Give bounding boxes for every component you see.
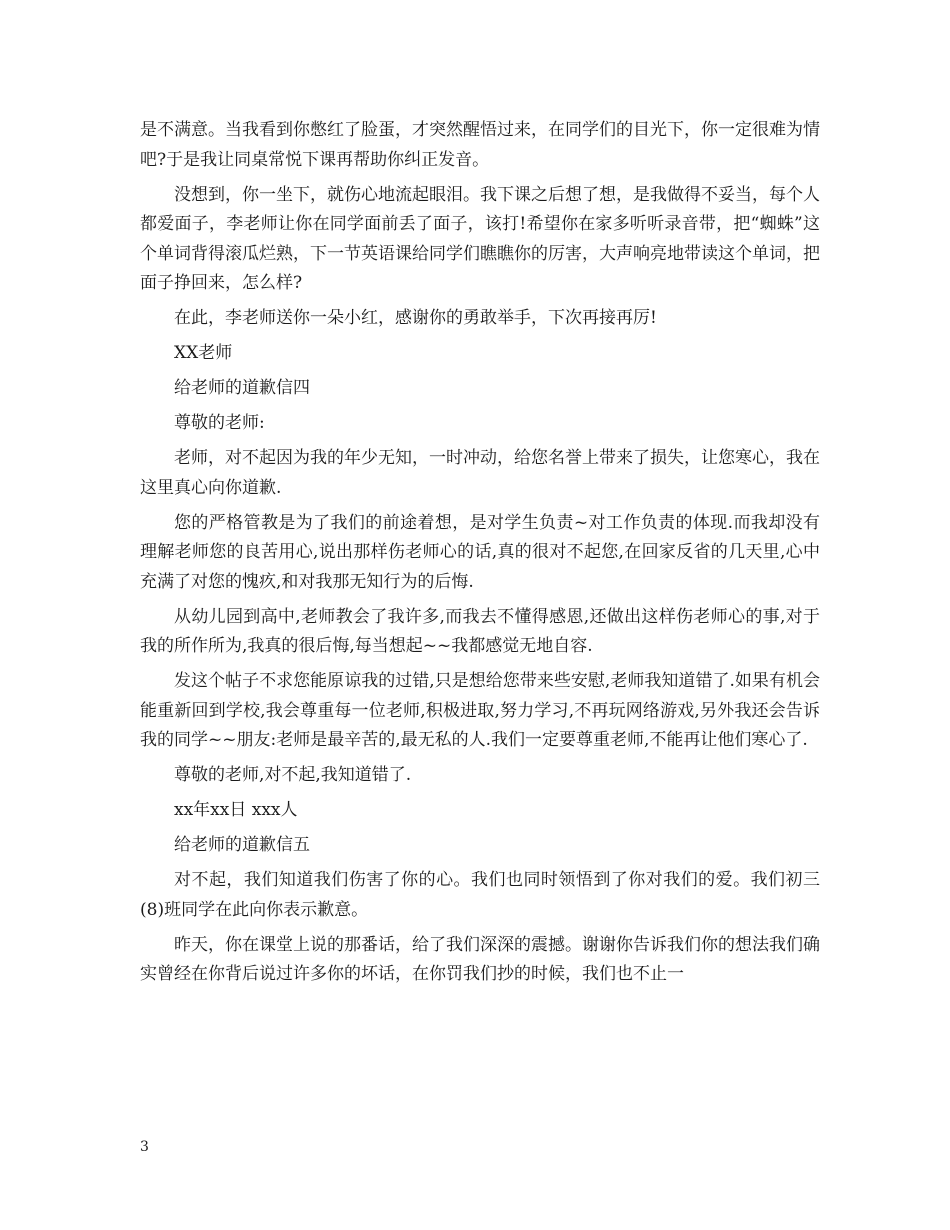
salutation: 尊敬的老师:	[174, 413, 265, 433]
section-heading-5: 给老师的道歉信五	[174, 835, 310, 855]
signature-teacher: XX老师	[174, 343, 233, 363]
paragraph-2: 没想到，你一坐下，就伤心地流起眼泪。我下课之后想了想，是我做得不妥当，每个人都爱面子，李老师让你在同学面前丢了面子，该打!希望你在家多听听录音带，把“蜘蛛”这个单词背得滚瓜烂熟，下一节英语课给同学们瞧瞧你的厉害，大声响亮地带读这个单词，把面子挣回来，怎么样?	[140, 184, 820, 293]
paragraph-11: 尊敬的老师,对不起,我知道错了.	[174, 765, 412, 785]
paragraph-15: 昨天，你在课堂上说的那番话，给了我们深深的震撼。谢谢你告诉我们你的想法我们确实曾经在你背后说过许多你的坏话，在你罚我们抄的时候，我们也不止一	[140, 934, 820, 984]
section-heading-4: 给老师的道歉信四	[174, 378, 310, 398]
paragraph-1: 是不满意。当我看到你憋红了脸蛋，才突然醒悟过来，在同学们的目光下，你一定很难为情吧?于是我让同桌常悦下课再帮助你纠正发音。	[140, 120, 820, 170]
page-number: 3	[140, 1139, 149, 1155]
paragraph-8: 您的严格管教是为了我们的前途着想，是对学生负责~对工作负责的体现.而我却没有理解老师您的良苦用心,说出那样伤老师心的话,真的很对不起您,在回家反省的几天里,心中充满了对您的愧疚,和对我那无知行为的后悔.	[140, 512, 820, 592]
document-body	[140, 116, 820, 995]
paragraph-9: 从幼儿园到高中,老师教会了我许多,而我去不懂得感恩,还做出这样伤老师心的事,对于我的所作所为,我真的很后悔,每当想起~~我都感觉无地自容.	[140, 606, 820, 656]
date-signature: xx年xx日 xxx人	[174, 800, 298, 820]
paragraph-3: 在此，李老师送你一朵小红，感谢你的勇敢举手，下次再接再厉!	[174, 308, 657, 328]
paragraph-10: 发这个帖子不求您能原谅我的过错,只是想给您带来些安慰,老师我知道错了.如果有机会能重新回到学校,我会尊重每一位老师,积极进取,努力学习,不再玩网络游戏,另外我还会告诉我的同学~~朋友:老师是最辛苦的,最无私的人.我们一定要尊重老师,不能再让他们寒心了.	[140, 671, 820, 750]
paragraph-7: 老师，对不起因为我的年少无知，一时冲动，给您名誉上带来了损失，让您寒心，我在这里真心向你道歉.	[140, 448, 820, 498]
paragraph-14: 对不起，我们知道我们伤害了你的心。我们也同时领悟到了你对我们的爱。我们初三(8)班同学在此向你表示歉意。	[140, 870, 820, 920]
